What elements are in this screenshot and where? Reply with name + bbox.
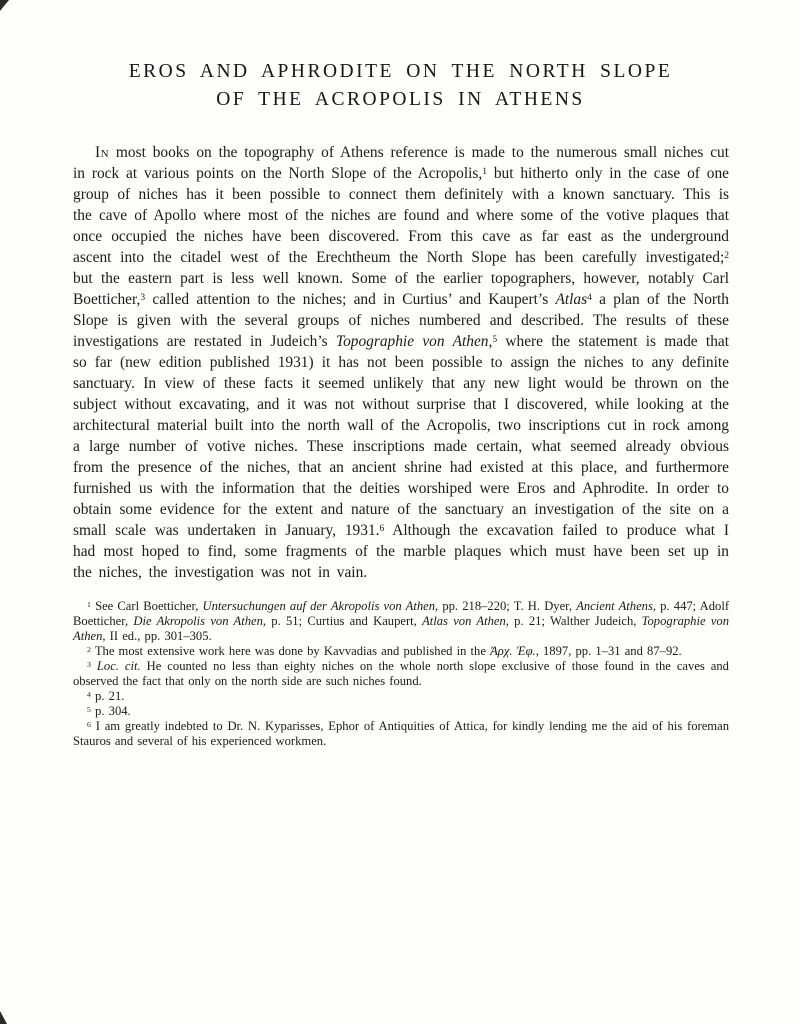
text-run: p. 447; Adolf Boetticher, bbox=[73, 599, 730, 628]
footnote-marker: 1 bbox=[482, 165, 487, 177]
footnote-marker: 6 bbox=[379, 522, 385, 534]
footnote-marker: 3 bbox=[140, 291, 146, 303]
text-run: In bbox=[95, 144, 110, 161]
text-run: Topographie von Athen, bbox=[73, 614, 730, 643]
footnote-1 bbox=[73, 599, 729, 644]
footnote-2 bbox=[73, 644, 729, 659]
text-run: but hitherto only in the case of one group of niches has it been possible to connect them definitely with a known sanctuary. This is the cave of Apollo where most of the niches are found and where some of the votive plaques that once occupied the niches have been discovered. From this cave as far east as the underground ascent into the citadel west of the Erechtheum the North Slope has been carefully investigated; bbox=[73, 165, 729, 266]
footnote-marker: 2 bbox=[87, 644, 91, 654]
article-title-line1: EROS AND APHRODITE ON THE NORTH SLOPE bbox=[128, 61, 673, 82]
text-run: Ancient Athens, bbox=[576, 599, 657, 613]
text-run: Ἀρχ. Ἐφ., bbox=[490, 644, 539, 658]
footnote-marker: 2 bbox=[724, 249, 729, 261]
text-run: but the eastern part is less well known. Some of the earlier topographers, however, notably Carl Boetticher, bbox=[73, 270, 729, 308]
footnote-4 bbox=[73, 689, 729, 704]
text-run: Atlas bbox=[555, 291, 588, 308]
text-run: Atlas von Athen, bbox=[422, 614, 509, 628]
text-run: Although the excavation failed to produce what I had most hoped to find, some fragments of the marble plaques which must have been set up in the niches, the investigation was not in vain. bbox=[73, 522, 729, 581]
text-run: p. 51; Curtius and Kaupert, bbox=[266, 614, 423, 628]
text-run: p. 21. bbox=[90, 689, 125, 703]
footnote-marker: 5 bbox=[492, 333, 498, 345]
text-run: See Carl Boetticher, bbox=[90, 599, 203, 613]
text-run: 1897, pp. 1–31 and 87–92. bbox=[538, 644, 682, 658]
text-run: p. 21; Walther Judeich, bbox=[508, 614, 642, 628]
article-title bbox=[0, 0, 801, 114]
text-run: pp. 218–220; T. H. Dyer, bbox=[438, 599, 577, 613]
footnote-marker: 4 bbox=[587, 291, 592, 303]
footnote-marker: 1 bbox=[87, 599, 91, 609]
text-run: where the statement is made that so far (new edition published 1931) it has not been possible to assign the niches to any definite sanctuary. In view of these facts it seemed unlikely that any new light would be thrown on the subject without excavating, and it was not without surprise that I discovered, while looking at the architectural material built into the north wall of the Acropolis, two inscriptions cut in rock among a large number of votive niches. These inscriptions made certain, what seemed already obvious from the presence of the niches, that an ancient shrine had existed at this place, and furthermore furnished us with the information that the deities worshiped were Eros and Aphrodite. In order to obtain some evidence for the extent and nature of the sanctuary an investigation of the site on a small scale was undertaken in January, 1931. bbox=[73, 333, 729, 539]
scan-artifact-bottom-left bbox=[0, 1011, 7, 1024]
article-title-line2: OF THE ACROPOLIS IN ATHENS bbox=[216, 89, 585, 110]
footnotes bbox=[73, 599, 729, 749]
article-body-paragraph bbox=[73, 142, 729, 583]
text-run: Die Akropolis von Athen, bbox=[133, 614, 267, 628]
text-run: Loc. cit. bbox=[96, 659, 141, 673]
text-run: The most extensive work here was done by Kavvadias and published in the bbox=[90, 644, 491, 658]
text-run: most books on the topography of Athens reference is made to the numerous small niches cut in rock at various points on the North Slope of the Acropolis, bbox=[73, 144, 729, 182]
text-run: Untersuchungen auf der Akropolis von Athen, bbox=[202, 599, 439, 613]
text-run: p. 304. bbox=[90, 704, 131, 718]
text-run: called attention to the niches; and in Curtius’ and Kaupert’s bbox=[145, 291, 556, 308]
footnote-marker: 3 bbox=[87, 659, 91, 669]
footnote-marker: 4 bbox=[87, 689, 91, 699]
text-run: II ed., pp. 301–305. bbox=[105, 629, 212, 643]
footnote-6 bbox=[73, 719, 729, 749]
footnote-marker: 5 bbox=[87, 704, 91, 714]
footnote-marker: 6 bbox=[87, 719, 91, 729]
footnote-5 bbox=[73, 704, 729, 719]
text-run: a plan of the North Slope is given with the several groups of niches numbered and described. The results of these investigations are restated in Judeich’s bbox=[73, 291, 729, 350]
text-run: Topographie von Athen, bbox=[335, 333, 493, 350]
text-run: I am greatly indebted to Dr. N. Kyparisses, Ephor of Antiquities of Attica, for kindly lending me the aid of his foreman Stauros and several of his experienced workmen. bbox=[73, 719, 729, 748]
text-run: He counted no less than eighty niches on the whole north slope exclusive of those found in the caves and observed the fact that only on the north side are such niches found. bbox=[73, 659, 729, 688]
footnote-3 bbox=[73, 659, 729, 689]
